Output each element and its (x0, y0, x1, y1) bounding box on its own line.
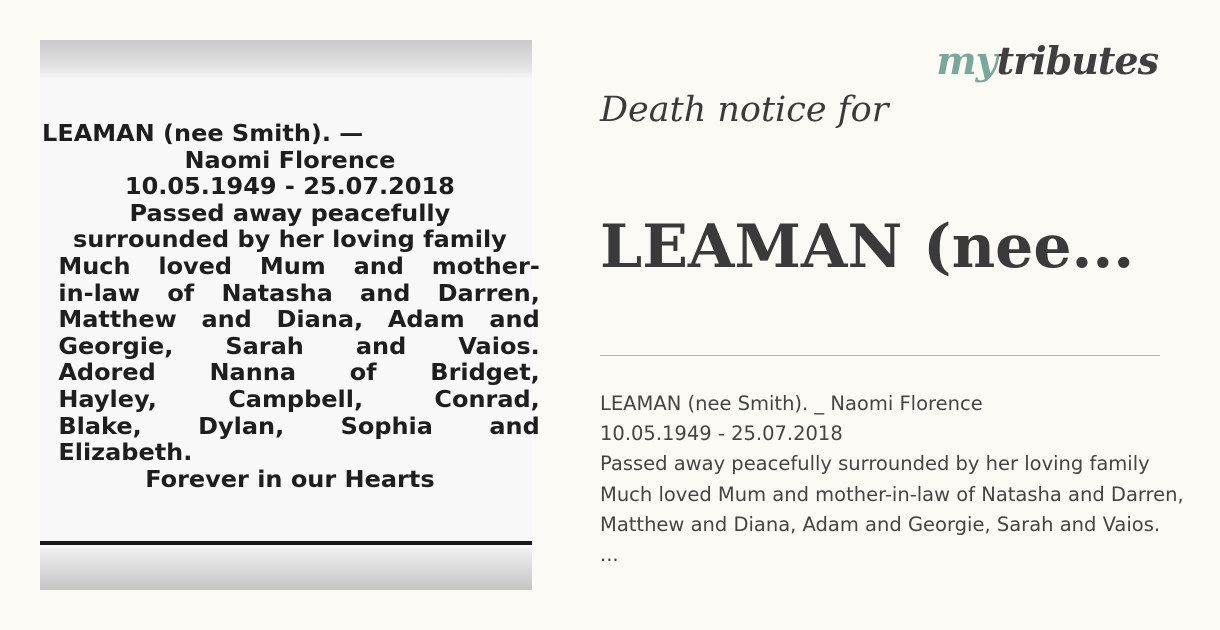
clipping-word: Georgie, (58, 331, 174, 360)
clipping-word: Vaios. (458, 331, 540, 360)
mytributes-logo[interactable] (936, 38, 1158, 83)
clipping-word: Matthew (58, 305, 177, 334)
notice-excerpt (600, 389, 1220, 570)
clipping-word: and (489, 411, 540, 440)
clipping-line (40, 306, 540, 333)
clipping-line: Naomi Florence (184, 145, 396, 174)
clipping-word: and (201, 305, 252, 334)
clipping-word: Bridget, (430, 358, 540, 387)
excerpt-line: Matthew and Diana, Adam and Georgie, Sarah and Vaios. (600, 512, 1161, 536)
clipping-line (40, 359, 540, 386)
clipping-word: Adam (387, 305, 465, 334)
clipping-word: Blake, (58, 411, 142, 440)
clipping-line (40, 386, 540, 413)
clipping-word: Nanna (209, 358, 297, 387)
logo-tributes: tributes (996, 38, 1158, 83)
clipping-line: Elizabeth. (58, 438, 193, 467)
notice-clipping-text (40, 120, 540, 492)
clipping-word: in-law (58, 278, 141, 307)
clipping-word: Conrad, (434, 384, 540, 413)
divider (600, 355, 1160, 356)
clipping-word: Mum (259, 251, 326, 280)
clipping-rule-thick (40, 541, 532, 545)
clipping-word: Natasha (221, 278, 333, 307)
clipping-word: Dylan, (198, 411, 285, 440)
excerpt-line: 10.05.1949 - 25.07.2018 (600, 422, 843, 446)
clipping-word: and (355, 331, 407, 360)
excerpt-line: Passed away peacefully surrounded by her loving family (600, 452, 1150, 476)
clipping-word: loved (158, 251, 233, 280)
clipping-line: 10.05.1949 - 25.07.2018 (124, 172, 455, 201)
excerpt-line: ... (600, 543, 619, 567)
clipping-word: Darren, (437, 278, 540, 307)
clipping-word: Adored (58, 358, 156, 387)
clipping-word: of (349, 358, 377, 387)
clipping-line (40, 253, 540, 280)
notice-image (40, 40, 540, 590)
clipping-word: Sarah (225, 331, 304, 360)
clipping-line: surrounded by her loving family (72, 225, 507, 254)
clipping-word: Hayley, (58, 384, 157, 413)
clipping-line (40, 280, 540, 307)
image-bottom-shade (40, 548, 532, 590)
clipping-word: and (489, 305, 540, 334)
clipping-line: Passed away peacefully (129, 198, 451, 227)
clipping-word: Diana, (276, 305, 364, 334)
clipping-line (40, 333, 540, 360)
clipping-line: Forever in our Hearts (145, 464, 435, 493)
clipping-word: mother- (431, 251, 540, 280)
clipping-line: LEAMAN (nee Smith). — (42, 119, 364, 147)
deceased-name: LEAMAN (nee... (600, 212, 1135, 282)
image-top-shade (40, 40, 532, 78)
excerpt-line: LEAMAN (nee Smith). _ Naomi Florence (600, 392, 983, 415)
clipping-word: Sophia (340, 411, 433, 440)
logo-my: my (936, 38, 997, 83)
clipping-word: and (353, 251, 404, 280)
clipping-line (40, 413, 540, 440)
excerpt-line: Much loved Mum and mother-in-law of Natasha and Darren, (600, 482, 1184, 506)
clipping-word: and (360, 278, 411, 307)
clipping-word: Campbell, (228, 384, 364, 413)
page-heading: Death notice for (600, 90, 889, 130)
clipping-word: Much (58, 251, 131, 280)
clipping-word: of (167, 278, 195, 307)
